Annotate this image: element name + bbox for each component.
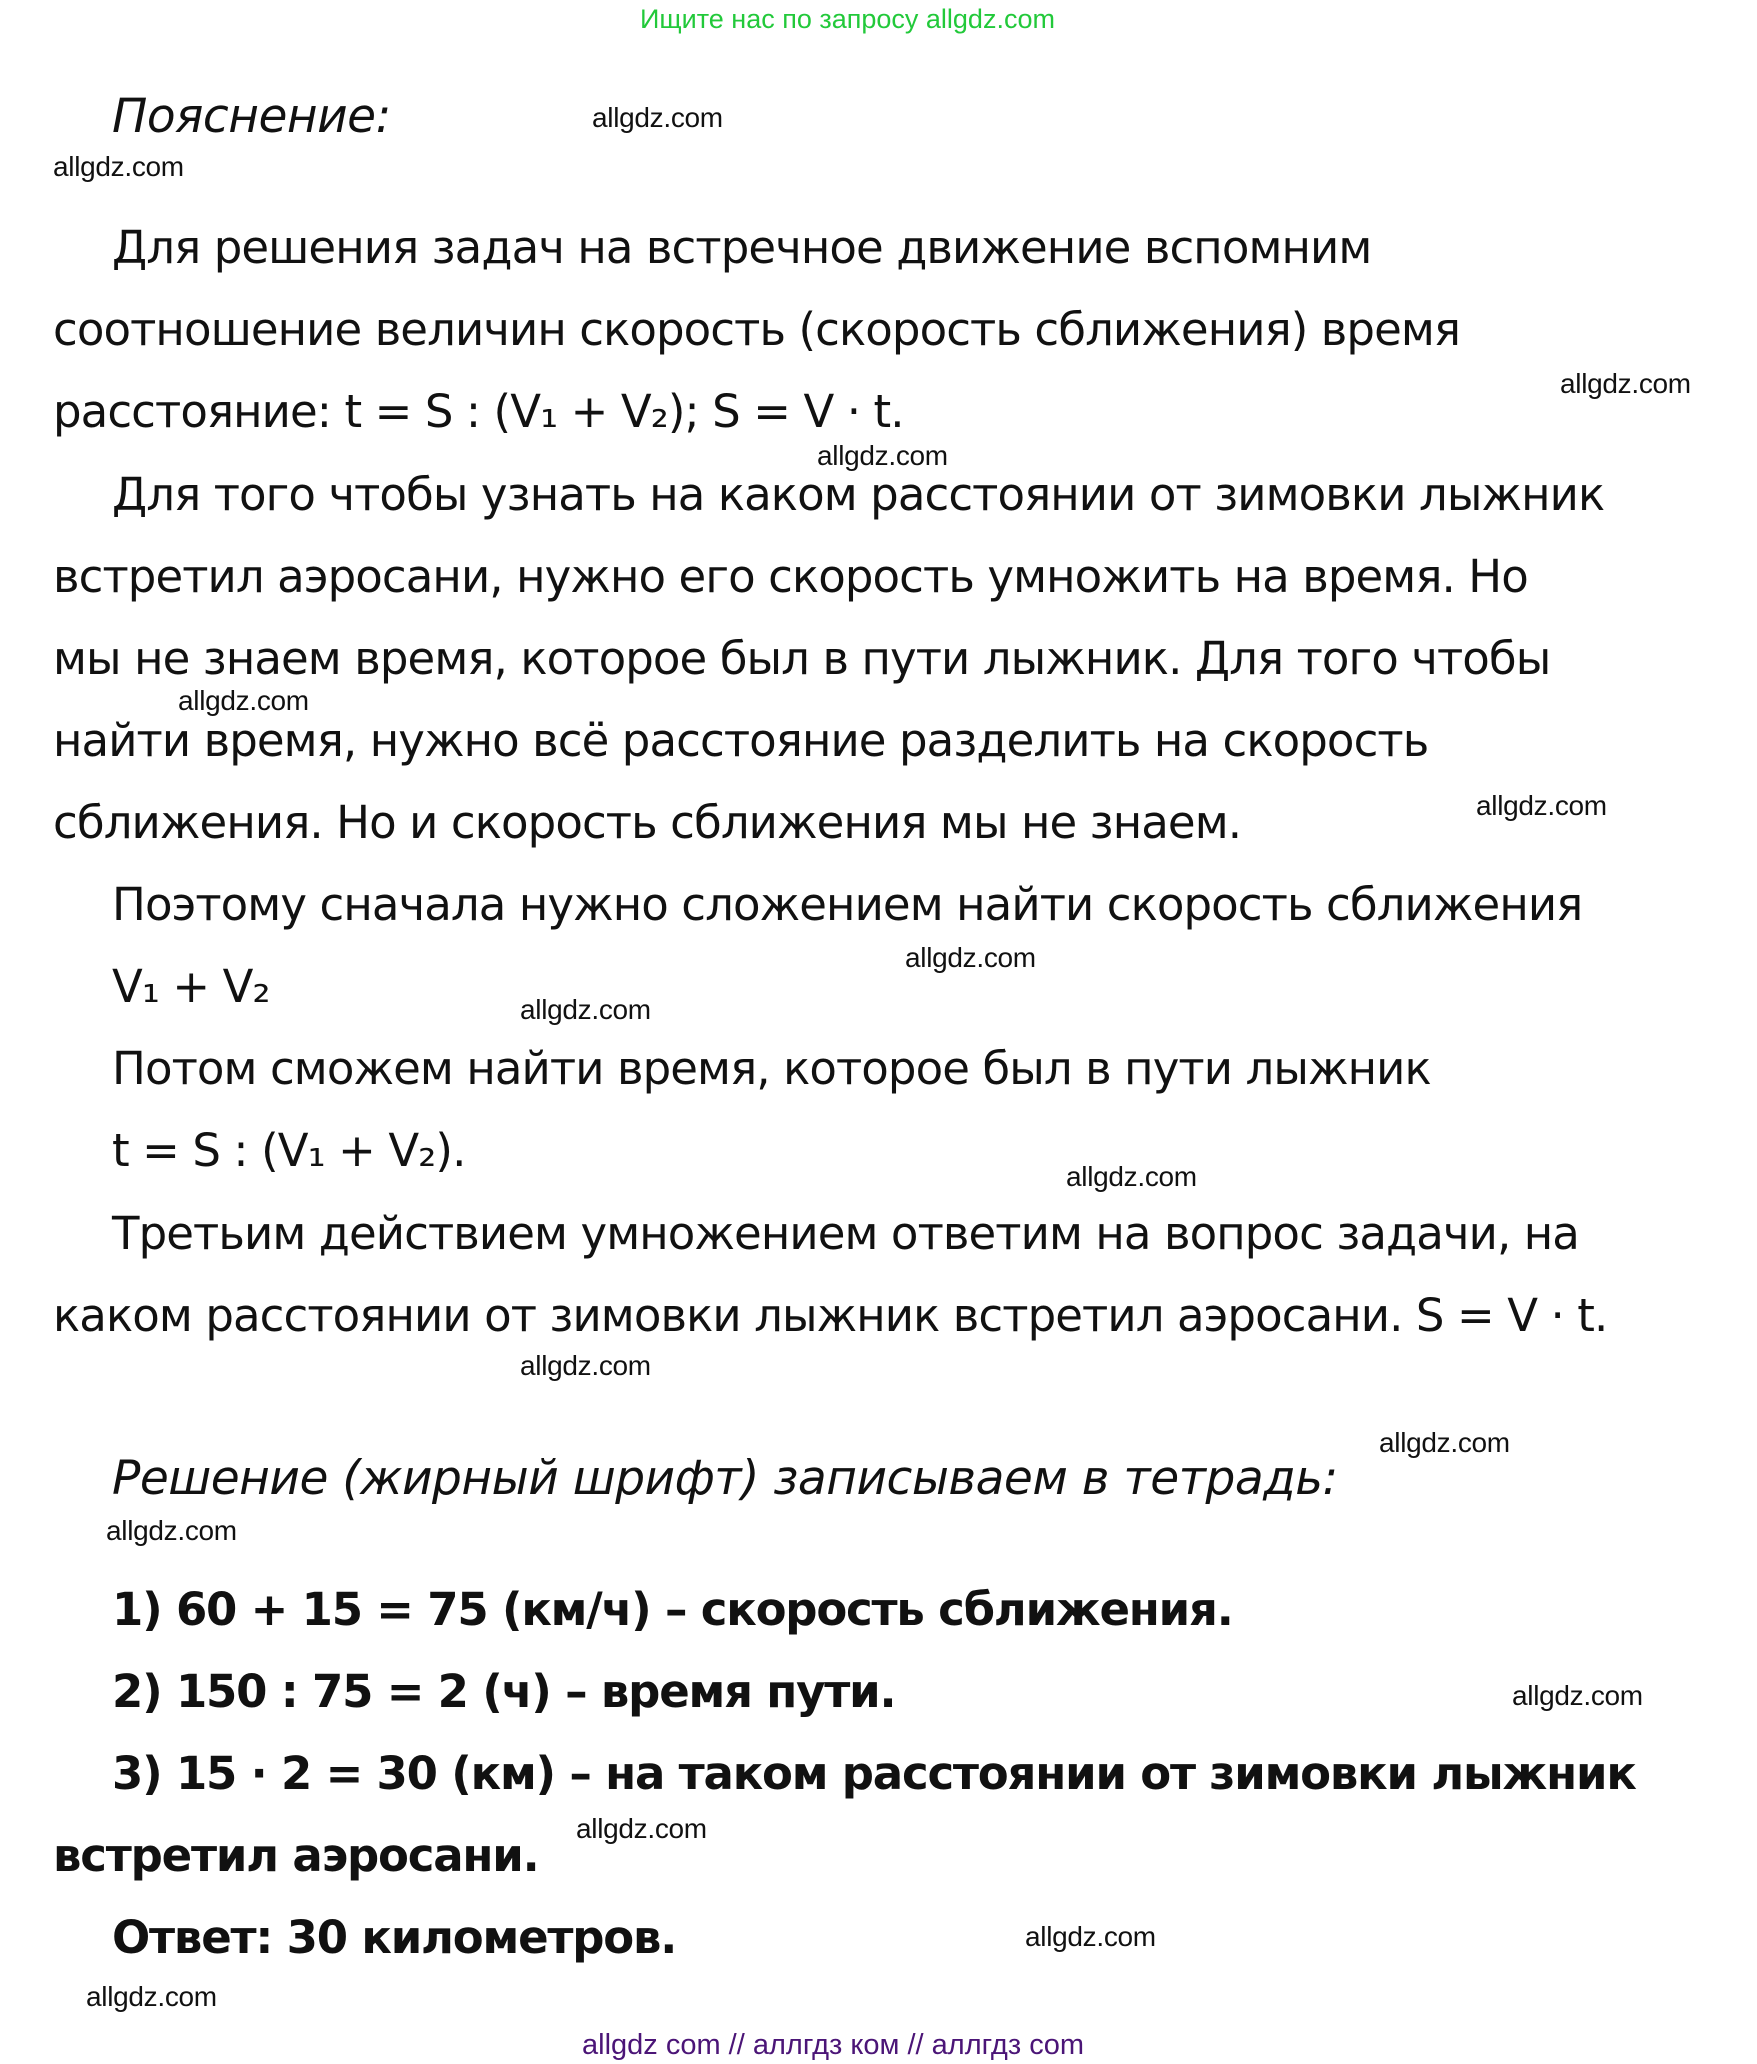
solution-heading: Решение (жирный шрифт) записываем в тетрадь: bbox=[112, 1451, 1338, 1506]
explanation-line: Поэтому сначала нужно сложением найти скорость сближения bbox=[112, 878, 1583, 931]
watermark-text: allgdz.com bbox=[1512, 1680, 1643, 1711]
explanation-line: расстояние: t = S : (V₁ + V₂); S = V · t. bbox=[53, 385, 904, 438]
watermark-text: allgdz.com bbox=[1025, 1921, 1156, 1952]
watermark-text: allgdz.com bbox=[520, 994, 651, 1025]
explanation-line: сближения. Но и скорость сближения мы не знаем. bbox=[53, 796, 1242, 849]
solution-step-3-continued: встретил аэросани. bbox=[53, 1829, 539, 1882]
solution-step-2: 2) 150 : 75 = 2 (ч) – время пути. bbox=[112, 1665, 896, 1718]
explanation-line: найти время, нужно всё расстояние разделить на скорость bbox=[53, 714, 1429, 767]
watermark-text: allgdz.com bbox=[1560, 368, 1691, 399]
explanation-line: каком расстоянии от зимовки лыжник встретил аэросани. S = V · t. bbox=[53, 1289, 1608, 1342]
watermark-text: allgdz.com bbox=[1379, 1427, 1510, 1458]
watermark-text: allgdz.com bbox=[520, 1350, 651, 1381]
watermark-text: allgdz.com bbox=[817, 440, 948, 471]
explanation-line: встретил аэросани, нужно его скорость умножить на время. Но bbox=[53, 550, 1528, 603]
watermark-text: allgdz.com bbox=[592, 102, 723, 133]
solution-step-3: 3) 15 · 2 = 30 (км) – на таком расстоянии от зимовки лыжник bbox=[112, 1747, 1636, 1800]
answer-line: Ответ: 30 километров. bbox=[112, 1911, 677, 1964]
explanation-line: мы не знаем время, которое был в пути лыжник. Для того чтобы bbox=[53, 632, 1551, 685]
watermark-text: allgdz.com bbox=[1066, 1161, 1197, 1192]
explanation-line: соотношение величин скорость (скорость сближения) время bbox=[53, 303, 1461, 356]
watermark-text: allgdz.com bbox=[53, 151, 184, 182]
explanation-line: Потом сможем найти время, которое был в пути лыжник bbox=[112, 1042, 1431, 1095]
formula-time: t = S : (V₁ + V₂). bbox=[112, 1124, 466, 1177]
watermark-text: allgdz.com bbox=[106, 1515, 237, 1546]
watermark-text: allgdz.com bbox=[576, 1813, 707, 1844]
explanation-line: Для того чтобы узнать на каком расстоянии от зимовки лыжник bbox=[112, 468, 1605, 521]
solution-step-1: 1) 60 + 15 = 75 (км/ч) – скорость сближения. bbox=[112, 1583, 1233, 1636]
watermark-text: allgdz.com bbox=[905, 942, 1036, 973]
explanation-heading: Пояснение: bbox=[112, 89, 391, 144]
explanation-line: Третьим действием умножением ответим на вопрос задачи, на bbox=[112, 1207, 1579, 1260]
footer-links[interactable]: allgdz com // аллгдз ком // аллгдз com bbox=[582, 2029, 1084, 2061]
formula-closing-speed: V₁ + V₂ bbox=[112, 960, 270, 1013]
watermark-text: allgdz.com bbox=[1476, 790, 1607, 821]
watermark-text: allgdz.com bbox=[86, 1981, 217, 2012]
watermark-text: allgdz.com bbox=[178, 685, 309, 716]
explanation-line: Для решения задач на встречное движение вспомним bbox=[112, 221, 1372, 274]
search-banner[interactable]: Ищите нас по запросу allgdz.com bbox=[640, 4, 1055, 34]
